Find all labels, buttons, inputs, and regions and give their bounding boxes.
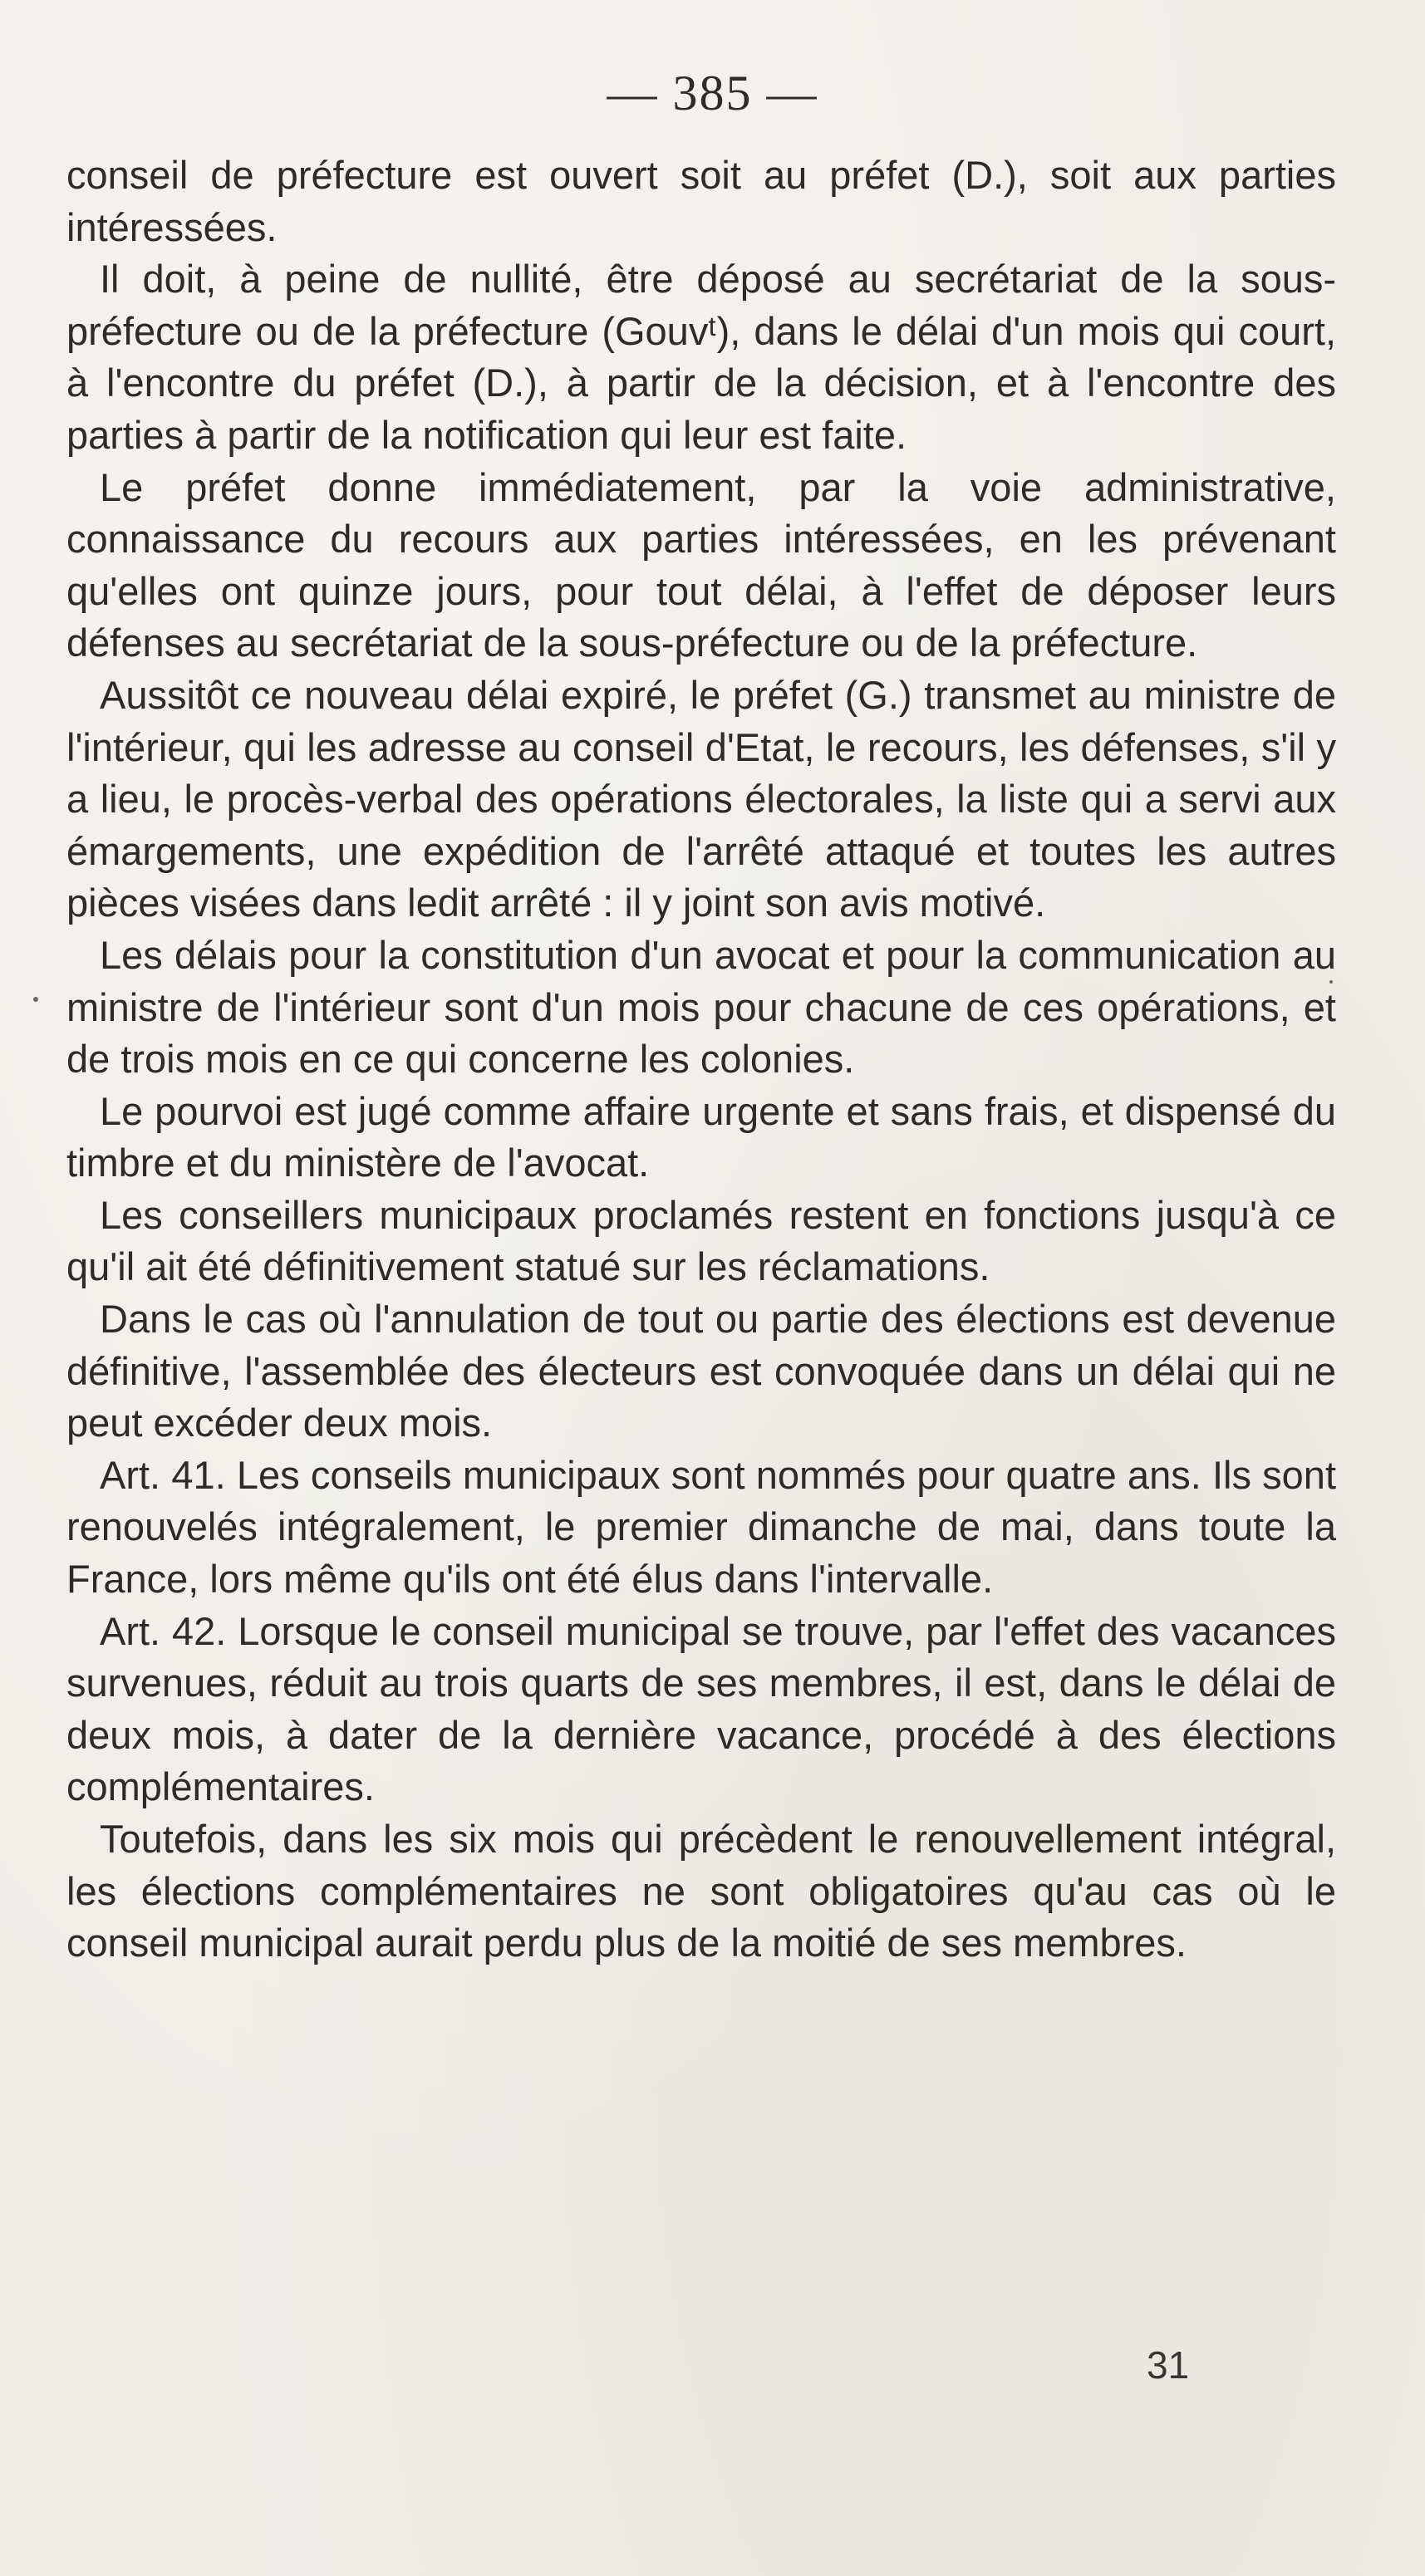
paragraph: Les délais pour la constitution d'un avocat et pour la communication au ministre de l'intérieur sont d'un mois pour chacune de ces opérations, et de trois mois en ce qui concerne les colonies. bbox=[66, 932, 1336, 1082]
ink-speck bbox=[33, 997, 38, 1002]
article-42: Art. 42. Lorsque le conseil municipal se trouve, par l'effet des vacances survenues, réduit au trois quarts de ses membres, il est, dans le délai de deux mois, à dater de la dernière vacance, procédé à des élections complémentaires. bbox=[66, 1608, 1336, 1809]
paragraph: Le préfet donne immédiatement, par la voie administrative, connaissance du recours aux parties intéressées, en les prévenant qu'elles ont quinze jours, pour tout délai, à l'effet de déposer leurs défenses au secrétariat de la sous-préfecture ou de la préfecture. bbox=[66, 464, 1336, 665]
paragraph: Les conseillers municipaux proclamés restent en fonctions jusqu'à ce qu'il ait été définitivement statué sur les réclamations. bbox=[66, 1192, 1336, 1289]
paragraph: Aussitôt ce nouveau délai expiré, le préfet (G.) transmet au ministre de l'intérieur, qui les adresse au conseil d'Etat, le recours, les défenses, s'il y a lieu, le procès-verbal des opérations électorales, la liste qui a servi aux émargements, une expédition de l'arrêté attaqué et toutes les autres pièces visées dans ledit arrêté : il y joint son avis motivé. bbox=[66, 672, 1336, 925]
signature-mark: 31 bbox=[1147, 2343, 1190, 2387]
paragraph: Le pourvoi est jugé comme affaire urgente et sans frais, et dispensé du timbre et du ministère de l'avocat. bbox=[66, 1088, 1336, 1185]
paragraph-continuation: conseil de préfecture est ouvert soit au préfet (D.), soit aux parties intéressées. bbox=[66, 153, 1336, 249]
body-text bbox=[66, 150, 1336, 1970]
page-number-header: — 385 — bbox=[607, 66, 818, 120]
article-41: Art. 41. Les conseils municipaux sont nommés pour quatre ans. Ils sont renouvelés intégralement, le premier dimanche de mai, dans toute la France, lors même qu'ils ont été élus dans l'intervalle. bbox=[66, 1452, 1336, 1602]
ink-speck bbox=[1329, 980, 1333, 984]
paragraph: Il doit, à peine de nullité, être déposé au secrétariat de la sous-préfecture ou de la préfecture (Gouvᵗ), dans le délai d'un mois qui court, à l'encontre du préfet (D.), à partir de la décision, et à l'encontre des parties à partir de la notification qui leur est faite. bbox=[66, 257, 1336, 457]
paragraph: Toutefois, dans les six mois qui précèdent le renouvellement intégral, les élections complémentaires ne sont obligatoires qu'au cas où le conseil municipal aurait perdu plus de la moitié de ses membres. bbox=[66, 1817, 1336, 1965]
paragraph: Dans le cas où l'annulation de tout ou partie des élections est devenue définitive, l'assemblée des électeurs est convoquée dans un délai qui ne peut excéder deux mois. bbox=[66, 1297, 1336, 1445]
